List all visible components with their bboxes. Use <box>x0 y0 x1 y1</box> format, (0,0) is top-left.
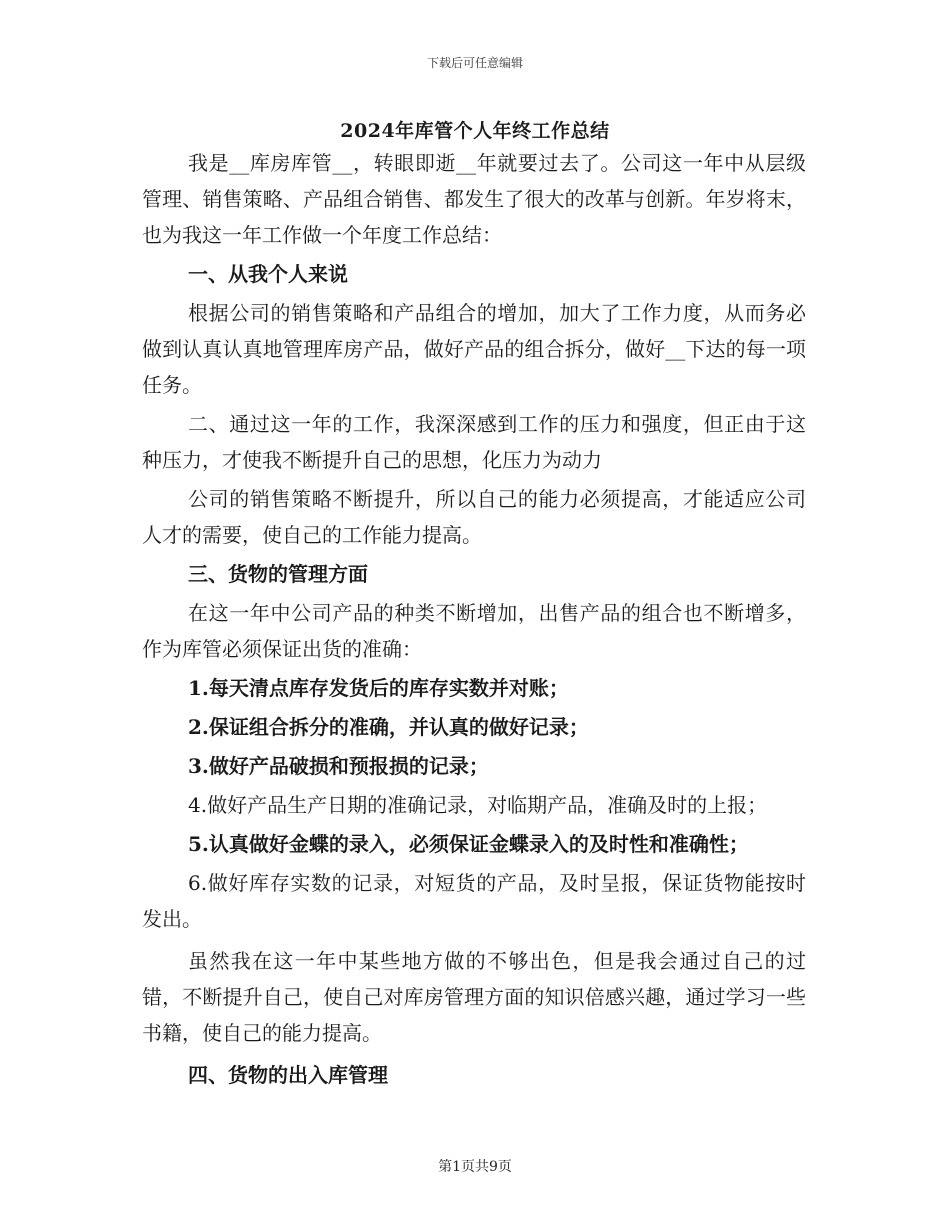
paragraph: 二、通过这一年的工作，我深深感到工作的压力和强度，但正由于这种压力，才使我不断提升自己的思想，化压力为动力 <box>142 412 806 472</box>
paragraph-intro: 我是__库房库管__，转眼即逝__年就要过去了。公司这一年中从层级管理、销售策略、产品组合销售、都发生了很大的改革与创新。年岁将末，也为我这一年工作做一个年度工作总结： <box>142 151 806 247</box>
section-heading-1: 一、从我个人来说 <box>188 262 348 286</box>
header-note: 下载后可任意编辑 <box>426 56 523 70</box>
paragraph: 在这一年中公司产品的种类不断增加，出售产品的组合也不断增多，作为库管必须保证出货的准确： <box>142 601 806 661</box>
list-item: 3.做好产品破损和预报损的记录； <box>188 754 489 778</box>
list-item: 2.保证组合拆分的准确，并认真的做好记录； <box>188 715 589 739</box>
paragraph: 根据公司的销售策略和产品组合的增加，加大了工作力度，从而务必做到认真认真地管理库房产品，做好产品的组合拆分，做好__下达的每一项任务。 <box>142 301 806 397</box>
list-item: 1.每天清点库存发货后的库存实数并对账； <box>188 676 569 700</box>
list-item: 4.做好产品生产日期的准确记录，对临期产品，准确及时的上报； <box>188 793 768 817</box>
document-body <box>142 145 806 1096</box>
section-heading-4: 四、货物的出入库管理 <box>188 1063 388 1087</box>
page-number: 第1页共9页 <box>438 1159 512 1175</box>
document-title: 2024年库管个人年终工作总结 <box>340 120 610 142</box>
list-item: 6.做好库存实数的记录，对短货的产品，及时呈报，保证货物能按时发出。 <box>142 871 806 931</box>
paragraph: 公司的销售策略不断提升，所以自己的能力必须提高，才能适应公司人才的需要，使自己的工作能力提高。 <box>142 487 806 547</box>
paragraph: 虽然我在这一年中某些地方做的不够出色，但是我会通过自己的过错，不断提升自己，使自己对库房管理方面的知识倍感兴趣，通过学习一些书籍，使自己的能力提高。 <box>142 949 806 1045</box>
list-item: 5.认真做好金蝶的录入，必须保证金蝶录入的及时性和准确性； <box>188 832 749 856</box>
section-heading-3: 三、货物的管理方面 <box>188 562 368 586</box>
